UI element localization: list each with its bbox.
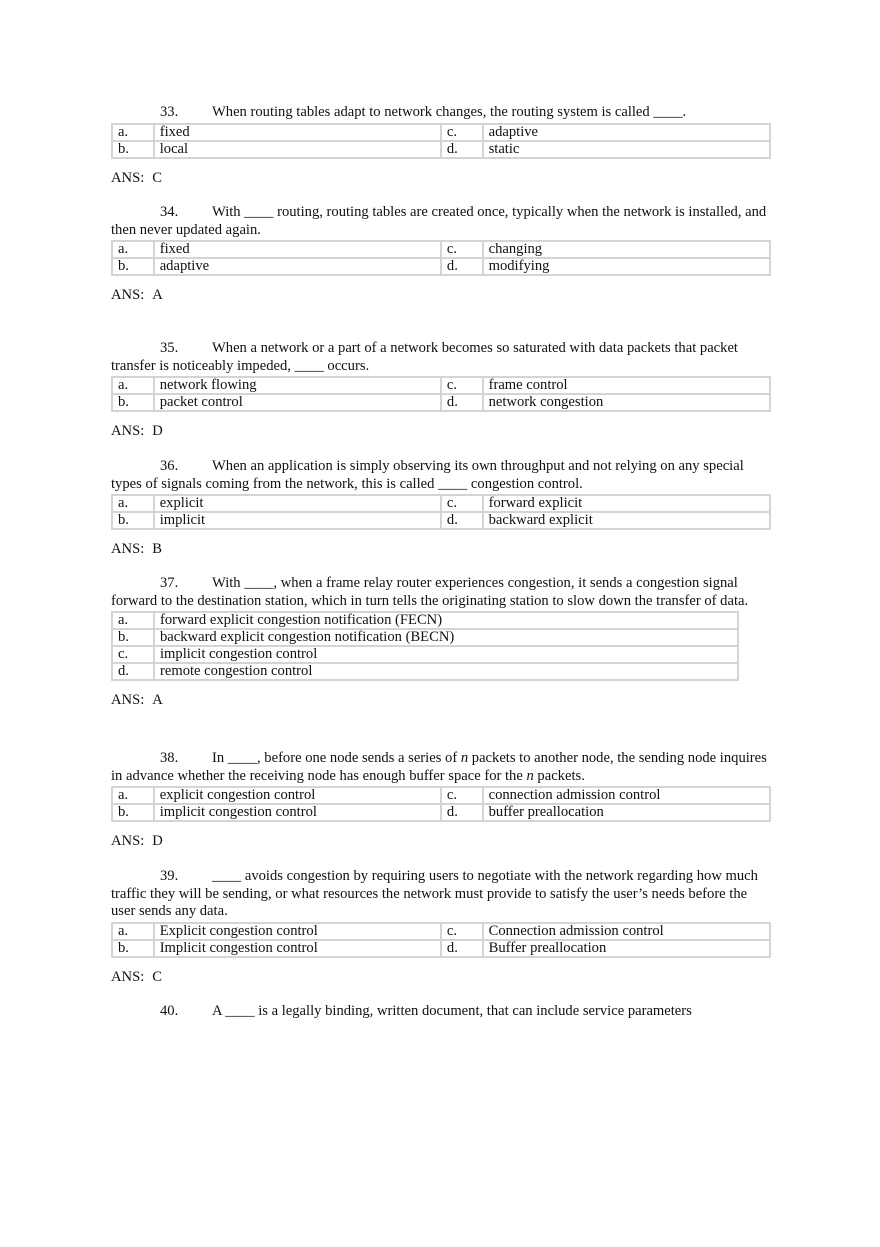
option-text: backward explicit xyxy=(483,512,770,529)
option-letter: a. xyxy=(112,124,154,141)
question-text-part: packets to another node, the sending node inquires in advance whether the receiving node has enough buffer space for the xyxy=(111,750,767,784)
option-text: connection admission control xyxy=(483,787,770,804)
options-table xyxy=(111,494,771,530)
question-number: 36. xyxy=(160,458,179,474)
option-letter: c. xyxy=(441,495,483,512)
question-text xyxy=(111,340,773,375)
option-text: backward explicit congestion notification (BECN) xyxy=(154,629,738,646)
question-number: 33. xyxy=(160,104,179,120)
option-text: modifying xyxy=(483,258,770,275)
option-row xyxy=(112,940,770,957)
question-text-part: When an application is simply observing its own throughput and not relying on any special types of signals coming from the network, this is called ____ congestion control. xyxy=(111,458,744,492)
question-block xyxy=(111,340,773,440)
question-number: 35. xyxy=(160,340,179,356)
question-text-part: n xyxy=(526,767,534,784)
option-text: frame control xyxy=(483,377,770,394)
option-letter: a. xyxy=(112,612,154,629)
question-block xyxy=(111,868,773,986)
question-number: 40. xyxy=(160,1003,179,1019)
option-text: Connection admission control xyxy=(483,923,770,940)
question-block xyxy=(111,104,773,187)
options-table xyxy=(111,611,739,681)
answer-line xyxy=(111,287,773,304)
question-block xyxy=(111,575,773,709)
option-letter: d. xyxy=(112,663,154,680)
options-table xyxy=(111,240,771,276)
option-text: local xyxy=(154,141,441,158)
option-text: Implicit congestion control xyxy=(154,940,441,957)
option-row xyxy=(112,787,770,804)
question-text-part: With ____ routing, routing tables are created once, typically when the network is installed, and then never updated again. xyxy=(111,204,767,238)
answer-label: ANS: xyxy=(111,969,145,986)
option-letter: d. xyxy=(441,512,483,529)
option-text: implicit xyxy=(154,512,441,529)
answer-line xyxy=(111,541,773,558)
option-letter: c. xyxy=(441,787,483,804)
option-row xyxy=(112,124,770,141)
option-row xyxy=(112,512,770,529)
answer-value: D xyxy=(152,833,163,850)
option-text: buffer preallocation xyxy=(483,804,770,821)
question-text xyxy=(111,750,773,785)
answer-line xyxy=(111,833,773,850)
answer-label: ANS: xyxy=(111,423,145,440)
options-table xyxy=(111,786,771,822)
option-row xyxy=(112,629,738,646)
option-letter: d. xyxy=(441,940,483,957)
option-letter: b. xyxy=(112,258,154,275)
answer-line xyxy=(111,423,773,440)
answer-line xyxy=(111,969,773,986)
option-text: static xyxy=(483,141,770,158)
option-text: explicit xyxy=(154,495,441,512)
option-row xyxy=(112,141,770,158)
question-text xyxy=(111,1003,773,1021)
question-text xyxy=(111,868,773,921)
question-text xyxy=(111,458,773,493)
option-row xyxy=(112,377,770,394)
options-table xyxy=(111,123,771,159)
option-text: implicit congestion control xyxy=(154,646,738,663)
option-letter: c. xyxy=(112,646,154,663)
option-row xyxy=(112,258,770,275)
question-text xyxy=(111,104,773,122)
question-number: 38. xyxy=(160,750,179,766)
options-table xyxy=(111,376,771,412)
question-block xyxy=(111,1003,773,1021)
option-row xyxy=(112,804,770,821)
answer-line xyxy=(111,692,773,709)
question-number: 39. xyxy=(160,868,179,884)
answer-label: ANS: xyxy=(111,169,145,186)
answer-label: ANS: xyxy=(111,287,145,304)
option-letter: c. xyxy=(441,124,483,141)
question-block xyxy=(111,458,773,558)
option-text: implicit congestion control xyxy=(154,804,441,821)
question-text-part: packets. xyxy=(533,767,585,784)
option-text: packet control xyxy=(154,394,441,411)
option-letter: b. xyxy=(112,940,154,957)
option-row xyxy=(112,241,770,258)
option-letter: a. xyxy=(112,787,154,804)
question-text-part: When a network or a part of a network becomes so saturated with data packets that packet transfer is noticeably impeded, ____ occurs. xyxy=(111,340,738,374)
answer-line xyxy=(111,170,773,187)
option-text: forward explicit congestion notification (FECN) xyxy=(154,612,738,629)
option-letter: a. xyxy=(112,241,154,258)
option-row xyxy=(112,663,738,680)
option-letter: d. xyxy=(441,804,483,821)
option-text: Explicit congestion control xyxy=(154,923,441,940)
question-text xyxy=(111,204,773,239)
option-text: adaptive xyxy=(154,258,441,275)
question-text-part: With ____, when a frame relay router experiences congestion, it sends a congestion signal forward to the destination station, which in turn tells the originating station to slow down the transfer of data. xyxy=(111,575,749,609)
option-row xyxy=(112,923,770,940)
answer-value: C xyxy=(152,169,162,186)
question-text-part: ____ avoids congestion by requiring users to negotiate with the network regarding how much traffic they will be sending, or what resources the network must provide to satisfy the user’s needs before the user sends any data. xyxy=(111,868,758,920)
option-text: fixed xyxy=(154,241,441,258)
option-letter: b. xyxy=(112,394,154,411)
answer-label: ANS: xyxy=(111,541,145,558)
option-text: remote congestion control xyxy=(154,663,738,680)
option-text: fixed xyxy=(154,124,441,141)
option-text: explicit congestion control xyxy=(154,787,441,804)
option-letter: d. xyxy=(441,141,483,158)
option-row xyxy=(112,394,770,411)
option-text: network congestion xyxy=(483,394,770,411)
option-text: Buffer preallocation xyxy=(483,940,770,957)
option-row xyxy=(112,646,738,663)
option-letter: a. xyxy=(112,923,154,940)
answer-value: C xyxy=(152,969,162,986)
answer-value: A xyxy=(152,287,163,304)
option-letter: c. xyxy=(441,923,483,940)
question-text xyxy=(111,575,773,610)
answer-label: ANS: xyxy=(111,833,145,850)
option-text: adaptive xyxy=(483,124,770,141)
options-table xyxy=(111,922,771,958)
option-letter: a. xyxy=(112,377,154,394)
question-number: 37. xyxy=(160,575,179,591)
option-letter: b. xyxy=(112,629,154,646)
answer-value: D xyxy=(152,423,163,440)
option-text: forward explicit xyxy=(483,495,770,512)
option-letter: a. xyxy=(112,495,154,512)
option-letter: d. xyxy=(441,258,483,275)
option-letter: c. xyxy=(441,241,483,258)
answer-label: ANS: xyxy=(111,692,145,709)
option-letter: b. xyxy=(112,512,154,529)
question-text-part: A ____ is a legally binding, written document, that can include service parameters xyxy=(212,1003,692,1019)
option-row xyxy=(112,495,770,512)
question-text-part: In ____, before one node sends a series of xyxy=(212,750,461,766)
answer-value: A xyxy=(152,692,163,709)
answer-value: B xyxy=(152,541,162,558)
option-letter: b. xyxy=(112,141,154,158)
option-letter: d. xyxy=(441,394,483,411)
option-letter: b. xyxy=(112,804,154,821)
question-block xyxy=(111,750,773,850)
question-text-part: n xyxy=(460,750,469,766)
option-text: changing xyxy=(483,241,770,258)
question-text-part: When routing tables adapt to network changes, the routing system is called ____. xyxy=(212,104,687,120)
question-number: 34. xyxy=(160,204,179,220)
option-text: network flowing xyxy=(154,377,441,394)
option-row xyxy=(112,612,738,629)
question-block xyxy=(111,204,773,304)
option-letter: c. xyxy=(441,377,483,394)
